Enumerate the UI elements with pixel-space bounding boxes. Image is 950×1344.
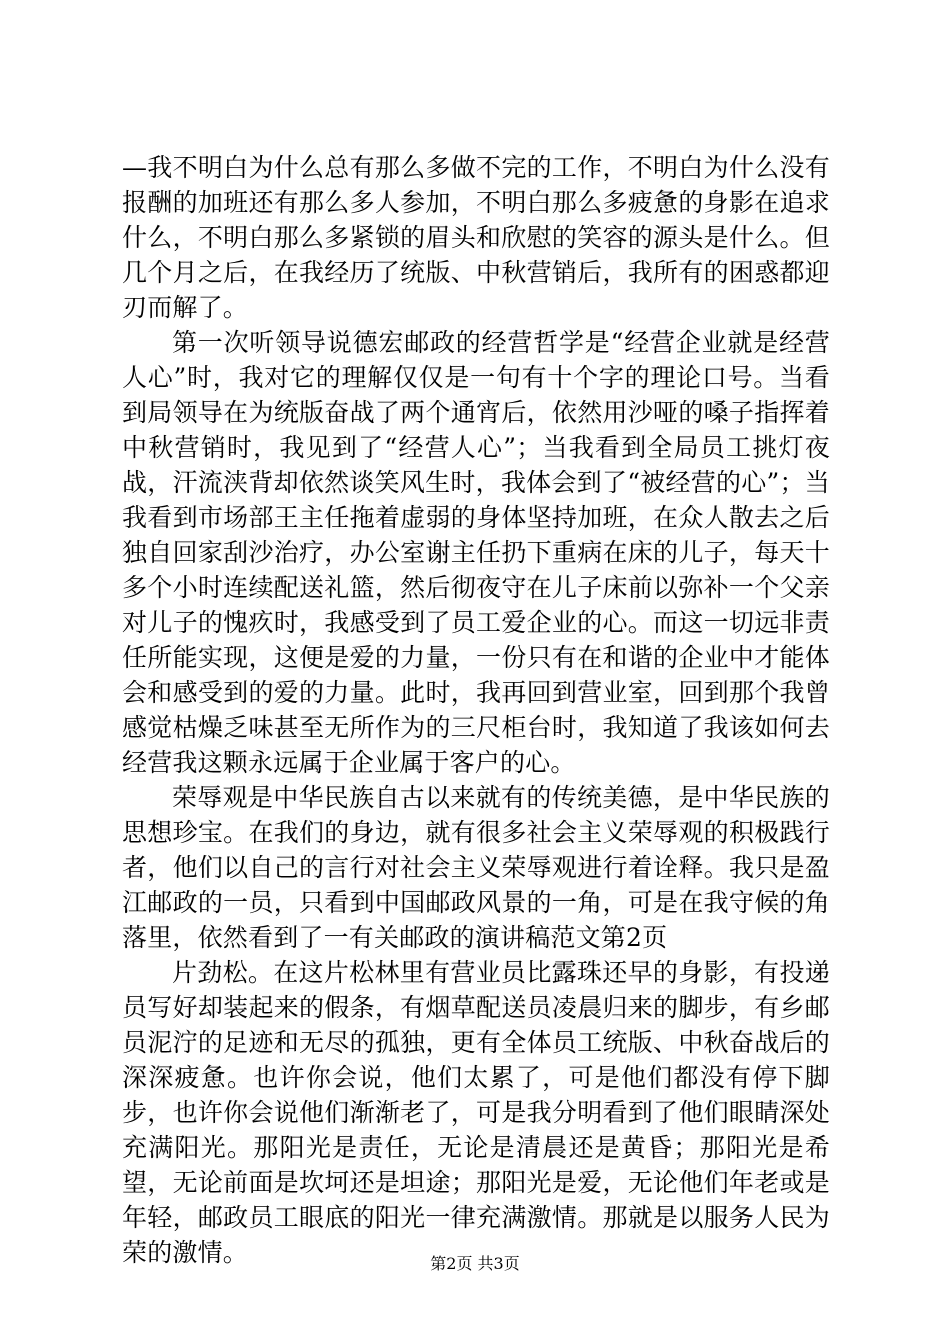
paragraph-3: 荣辱观是中华民族自古以来就有的传统美德，是中华民族的思想珍宝。在我们的身边，就有很多社会主义荣辱观的积极践行者，他们以自己的言行对社会主义荣辱观进行着诠释。我只是盈江邮政的一员，只看到中国邮政风景的一角，可是在我守候的角落里，依然看到了一有关邮政的演讲稿范文第2页	[122, 783, 830, 952]
paragraph-2: 第一次听领导说德宏邮政的经营哲学是“经营企业就是经营人心”时，我对它的理解仅仅是一句有十个字的理论口号。当看到局领导在为统版奋战了两个通宵后，依然用沙哑的嗓子指挥着中秋营销时，我见到了“经营人心”；当我看到全局员工挑灯夜战，汗流浃背却依然谈笑风生时，我体会到了“被经营的心”；当我看到市场部王主任拖着虚弱的身体坚持加班，在众人散去之后独自回家刮沙治疗，办公室谢主任扔下重病在床的儿子，每天十多个小时连续配送礼篮，然后彻夜守在儿子床前以弥补一个父亲对儿子的愧疚时，我感受到了员工爱企业的心。而这一切远非责任所能实现，这便是爱的力量，一份只有在和谐的企业中才能体会和感受到的爱的力量。此时，我再回到营业室，回到那个我曾感觉枯燥乏味甚至无所作为的三尺柜台时，我知道了我该如何去经营我这颗永远属于企业属于客户的心。	[122, 328, 830, 777]
paragraph-1: —我不明白为什么总有那么多做不完的工作，不明白为什么没有报酬的加班还有那么多人参加，不明白那么多疲惫的身影在追求什么，不明白那么多紧锁的眉头和欣慰的笑容的源头是什么。但几个月之后，在我经历了统版、中秋营销后，我所有的困惑都迎刃而解了。	[122, 153, 830, 322]
document-body	[122, 150, 830, 1270]
page-number-indicator: 第2页 共3页	[430, 1254, 520, 1273]
page-footer	[0, 1254, 950, 1274]
paragraph-4: 片劲松。在这片松林里有营业员比露珠还早的身影，有投递员写好却装起来的假条，有烟草配送员凌晨归来的脚步，有乡邮员泥泞的足迹和无尽的孤独，更有全体员工统版、中秋奋战后的深深疲惫。也许你会说，他们太累了，可是他们都没有停下脚步，也许你会说他们渐渐老了，可是我分明看到了他们眼睛深处充满阳光。那阳光是责任，无论是清晨还是黄昏；那阳光是希望，无论前面是坎坷还是坦途；那阳光是爱，无论他们年老或是年轻，邮政员工眼底的阳光一律充满激情。那就是以服务人民为荣的激情。	[122, 958, 830, 1267]
